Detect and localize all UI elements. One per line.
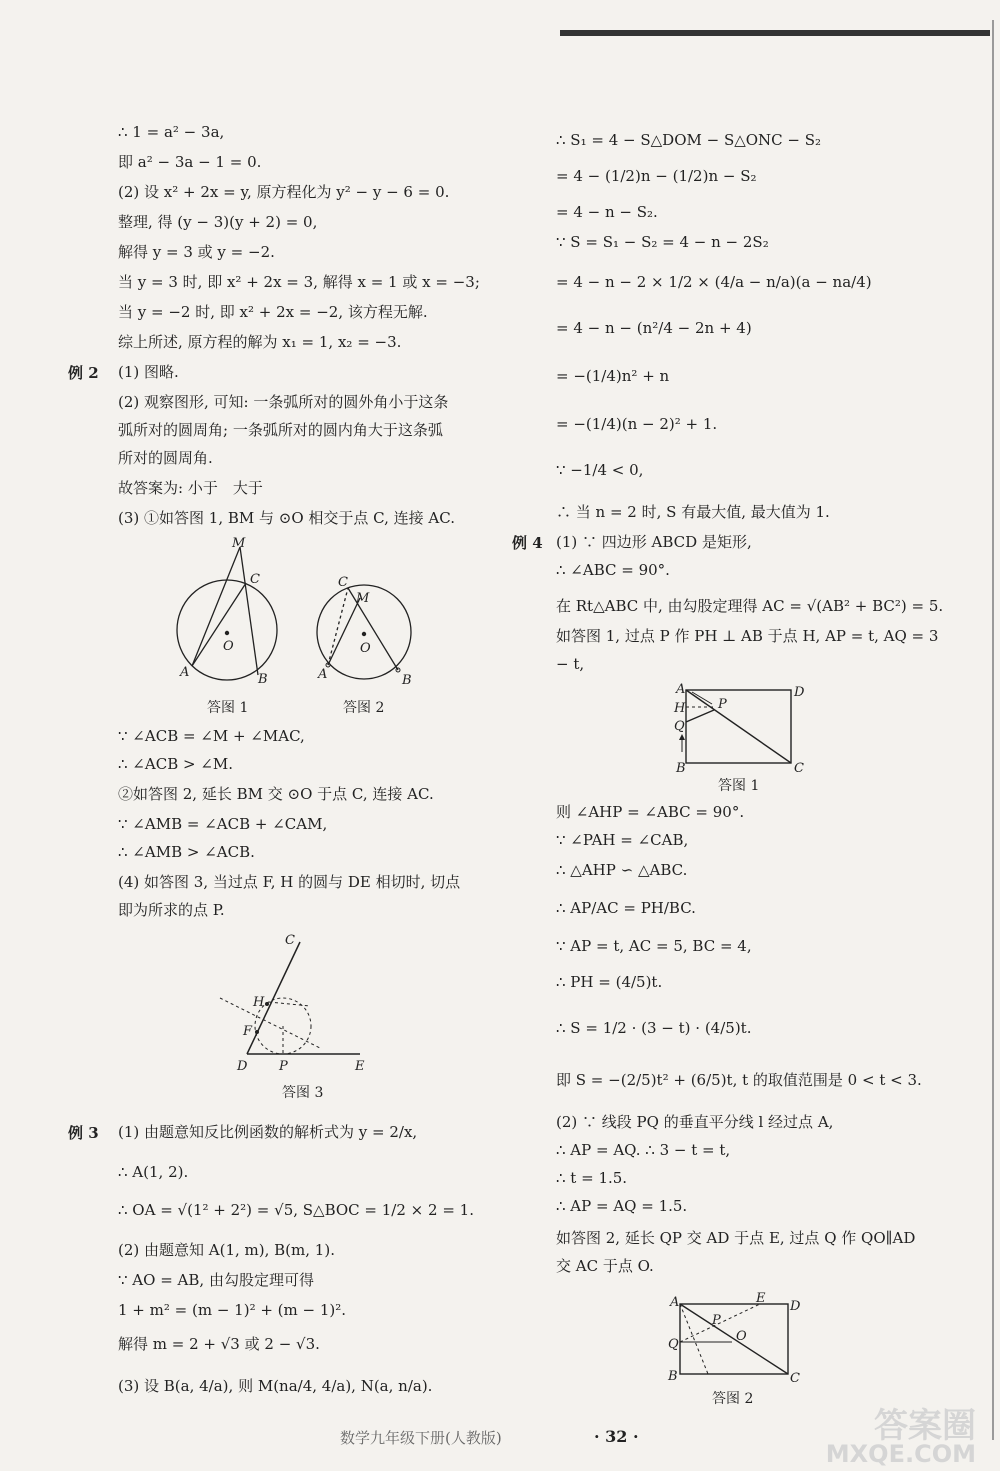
- text-line: 所对的圆周角.: [118, 449, 213, 467]
- label: A: [670, 1295, 680, 1310]
- text-line: = −(1/4)n² + n: [556, 367, 670, 385]
- text-line: 综上所述, 原方程的解为 x₁ = 1, x₂ = −3.: [118, 333, 402, 351]
- figure-answer-2: [308, 570, 428, 690]
- top-rule: [560, 30, 990, 36]
- page-number: · 32 ·: [594, 1427, 639, 1446]
- text-line: ∴ 1 = a² − 3a,: [118, 123, 225, 141]
- label: H: [253, 995, 265, 1010]
- text-line: ∴ ∠ABC = 90°.: [556, 561, 670, 579]
- label: M: [356, 591, 370, 606]
- text-line: (3) ①如答图 1, BM 与 ⊙O 相交于点 C, 连接 AC.: [118, 509, 455, 527]
- text-line: 即为所求的点 P.: [118, 901, 225, 919]
- text-line: ∴ t = 1.5.: [556, 1169, 628, 1187]
- example-label: 例 4: [512, 534, 543, 552]
- text-line: (4) 如答图 3, 当过点 F, H 的圆与 DE 相切时, 切点: [118, 873, 461, 891]
- text-line: 当 y = −2 时, 即 x² + 2x = −2, 该方程无解.: [118, 303, 428, 321]
- text-line: = 4 − (1/2)n − (1/2)n − S₂: [556, 167, 757, 185]
- text-line: (2) 设 x² + 2x = y, 原方程化为 y² − y − 6 = 0.: [118, 183, 450, 201]
- text-line: 故答案为: 小于 大于: [118, 479, 263, 497]
- text-line: ∵ S = S₁ − S₂ = 4 − n − 2S₂: [556, 233, 769, 251]
- text-line: ∵ ∠AMB = ∠ACB + ∠CAM,: [118, 815, 328, 833]
- text-line: 1 + m² = (m − 1)² + (m − 1)².: [118, 1301, 347, 1319]
- label: O: [360, 641, 371, 656]
- text-line: 交 AC 于点 O.: [556, 1257, 654, 1275]
- label: Q: [668, 1337, 679, 1352]
- text-line: 当 y = 3 时, 即 x² + 2x = 3, 解得 x = 1 或 x = −3;: [118, 273, 480, 291]
- caption: 答图 1: [207, 700, 249, 716]
- text-line: ∵ ∠ACB = ∠M + ∠MAC,: [118, 727, 305, 745]
- text-line: ∴ AP = AQ. ∴ 3 − t = t,: [556, 1141, 731, 1159]
- label: D: [790, 1299, 801, 1314]
- text-line: ∴ 当 n = 2 时, S 有最大值, 最大值为 1.: [556, 503, 830, 521]
- watermark-url: MXQE.COM: [825, 1440, 976, 1468]
- caption: 答图 3: [282, 1085, 324, 1101]
- text-line: ②如答图 2, 延长 BM 交 ⊙O 于点 C, 连接 AC.: [118, 785, 434, 803]
- label: M: [232, 536, 246, 551]
- text-line: 整理, 得 (y − 3)(y + 2) = 0,: [118, 213, 318, 231]
- text-line: ∴ ∠ACB > ∠M.: [118, 755, 234, 773]
- text-line: ∴ S₁ = 4 − S△DOM − S△ONC − S₂: [556, 131, 822, 149]
- text-line: 即 S = −(2/5)t² + (6/5)t, t 的取值范围是 0 < t < 3.: [556, 1071, 922, 1089]
- label: B: [668, 1369, 678, 1384]
- text-line: ∴ S = 1/2 · (3 − t) · (4/5)t.: [556, 1019, 752, 1037]
- label: O: [736, 1329, 747, 1344]
- text-line: ∵ AP = t, AC = 5, BC = 4,: [556, 937, 752, 955]
- label: O: [223, 639, 234, 654]
- text-line: (2) 由题意知 A(1, m), B(m, 1).: [118, 1241, 335, 1259]
- text-line: 弧所对的圆周角; 一条弧所对的圆内角大于这条弧: [118, 421, 443, 439]
- text-line: ∵ AO = AB, 由勾股定理可得: [118, 1271, 314, 1289]
- label: F: [243, 1024, 253, 1039]
- label: B: [676, 761, 686, 775]
- watermark-logo: 答案圈: [874, 1406, 976, 1446]
- text-line: (1) ∵ 四边形 ABCD 是矩形,: [556, 533, 752, 551]
- text-line: (1) 图略.: [118, 363, 179, 381]
- figure-rect-1: [670, 680, 810, 775]
- label: E: [355, 1059, 365, 1074]
- text-line: 如答图 2, 延长 QP 交 AD 于点 E, 过点 Q 作 QO∥AD: [556, 1229, 916, 1247]
- caption: 答图 1: [718, 778, 760, 794]
- text-line: (1) 由题意知反比例函数的解析式为 y = 2/x,: [118, 1123, 418, 1141]
- text-line: ∴ △AHP ∽ △ABC.: [556, 861, 688, 879]
- text-line: (2) ∵ 线段 PQ 的垂直平分线 l 经过点 A,: [556, 1113, 834, 1131]
- label: Q: [674, 719, 685, 734]
- label: D: [794, 685, 805, 700]
- text-line: 解得 m = 2 + √3 或 2 − √3.: [118, 1335, 320, 1353]
- label: C: [285, 933, 295, 948]
- label: P: [279, 1059, 288, 1074]
- caption: 答图 2: [712, 1391, 754, 1407]
- text-line: 解得 y = 3 或 y = −2.: [118, 243, 275, 261]
- caption: 答图 2: [343, 700, 385, 716]
- label: A: [318, 667, 328, 682]
- text-line: ∴ AP = AQ = 1.5.: [556, 1197, 688, 1215]
- text-line: ∵ −1/4 < 0,: [556, 461, 644, 479]
- label: C: [338, 575, 348, 590]
- text-line: 如答图 1, 过点 P 作 PH ⊥ AB 于点 H, AP = t, AQ = 3: [556, 627, 939, 645]
- text-line: ∴ A(1, 2).: [118, 1163, 189, 1181]
- label: C: [794, 761, 804, 775]
- text-line: = −(1/4)(n − 2)² + 1.: [556, 415, 718, 433]
- label: A: [180, 665, 190, 680]
- text-line: ∴ PH = (4/5)t.: [556, 973, 663, 991]
- figure-answer-3: [215, 928, 375, 1078]
- text-line: = 4 − n − S₂.: [556, 203, 658, 221]
- example-label: 例 2: [68, 364, 99, 382]
- label: D: [237, 1059, 248, 1074]
- label: B: [258, 672, 268, 687]
- figure-answer-1: [170, 535, 290, 690]
- label: P: [712, 1313, 721, 1328]
- example-label: 例 3: [68, 1124, 99, 1142]
- label: A: [676, 682, 686, 697]
- text-line: (3) 设 B(a, 4/a), 则 M(na/4, 4/a), N(a, n/a).: [118, 1377, 433, 1395]
- text-line: 则 ∠AHP = ∠ABC = 90°.: [556, 803, 745, 821]
- page-edge: [992, 20, 994, 1440]
- text-line: − t,: [556, 655, 585, 673]
- text-line: ∴ ∠AMB > ∠ACB.: [118, 843, 255, 861]
- label: C: [250, 572, 260, 587]
- text-line: 即 a² − 3a − 1 = 0.: [118, 153, 262, 171]
- label: P: [718, 697, 727, 712]
- text-line: = 4 − n − (n²/4 − 2n + 4): [556, 319, 752, 337]
- text-line: ∵ ∠PAH = ∠CAB,: [556, 831, 689, 849]
- label: H: [674, 701, 686, 716]
- text-line: ∴ OA = √(1² + 2²) = √5, S△BOC = 1/2 × 2 = 1.: [118, 1201, 474, 1219]
- label: E: [756, 1291, 766, 1306]
- figure-rect-2: [660, 1290, 810, 1385]
- text-line: = 4 − n − 2 × 1/2 × (4/a − n/a)(a − na/4): [556, 273, 872, 291]
- label: B: [402, 673, 412, 688]
- text-line: (2) 观察图形, 可知: 一条弧所对的圆外角小于这条: [118, 393, 449, 411]
- text-line: ∴ AP/AC = PH/BC.: [556, 899, 696, 917]
- text-line: 在 Rt△ABC 中, 由勾股定理得 AC = √(AB² + BC²) = 5.: [556, 597, 944, 615]
- footer-book-title: 数学九年级下册(人教版): [340, 1429, 502, 1447]
- label: C: [790, 1371, 800, 1385]
